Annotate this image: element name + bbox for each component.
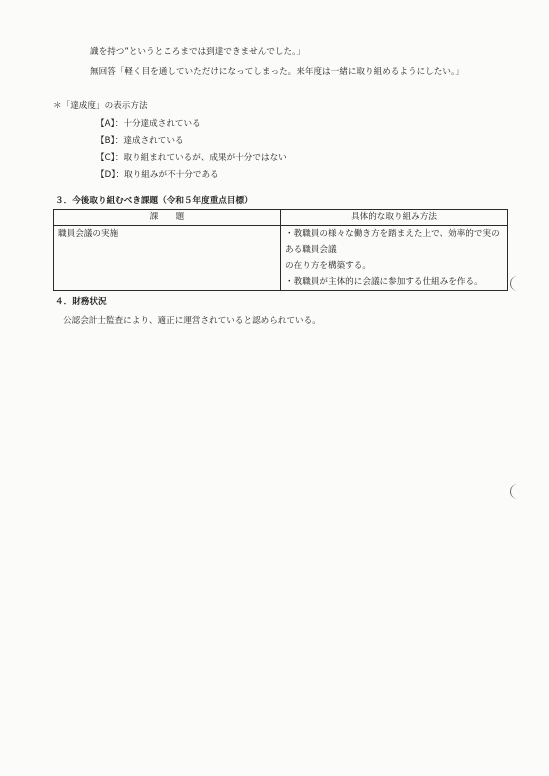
- section3-heading: ３．今後取り組むべき課題（令和５年度重点目標）: [55, 196, 253, 206]
- legend-item-c: 【C】：取り組まれているが、成果が十分ではない: [96, 153, 287, 163]
- legend-item-a: 【A】：十分達成されている: [96, 119, 201, 129]
- section4-body: 公認会計士監査により、適正に運営されていると認められている。: [63, 316, 321, 326]
- binding-hole-mark: [510, 276, 519, 291]
- no-answer-comment: 無回答「軽く目を通していただけになってしまった。来年度は一緒に取り組めるようにしたい。」: [90, 67, 464, 77]
- binding-hole-mark: [510, 484, 519, 499]
- method-line: ・教職員が主体的に会議に参加する仕組みを作る。: [285, 277, 483, 287]
- method-line: の在り方を構築する。: [285, 261, 371, 271]
- table-header-row: [54, 210, 508, 226]
- table-header-method: 具体的な取り組み方法: [281, 210, 508, 226]
- table-row: [54, 226, 508, 291]
- table-cell-methods: [281, 226, 508, 291]
- table-header-issue: 課 題: [54, 210, 281, 226]
- legend-item-b: 【B】：達成されている: [96, 136, 184, 146]
- method-line: ・教職員の様々な働き方を踏まえた上で、効率的で実のある職員会議: [285, 229, 500, 255]
- section4-heading: ４．財務状況: [55, 297, 107, 307]
- legend-item-d: 【D】：取り組みが不十分である: [96, 170, 219, 180]
- legend-title: ＊「達成度」の表示方法: [53, 101, 148, 111]
- tasks-table: [53, 209, 508, 291]
- table-cell-issue: 職員会議の実施: [54, 226, 281, 291]
- continuation-line: 識を持つ”というところまでは到達できませんでした。」: [90, 47, 305, 57]
